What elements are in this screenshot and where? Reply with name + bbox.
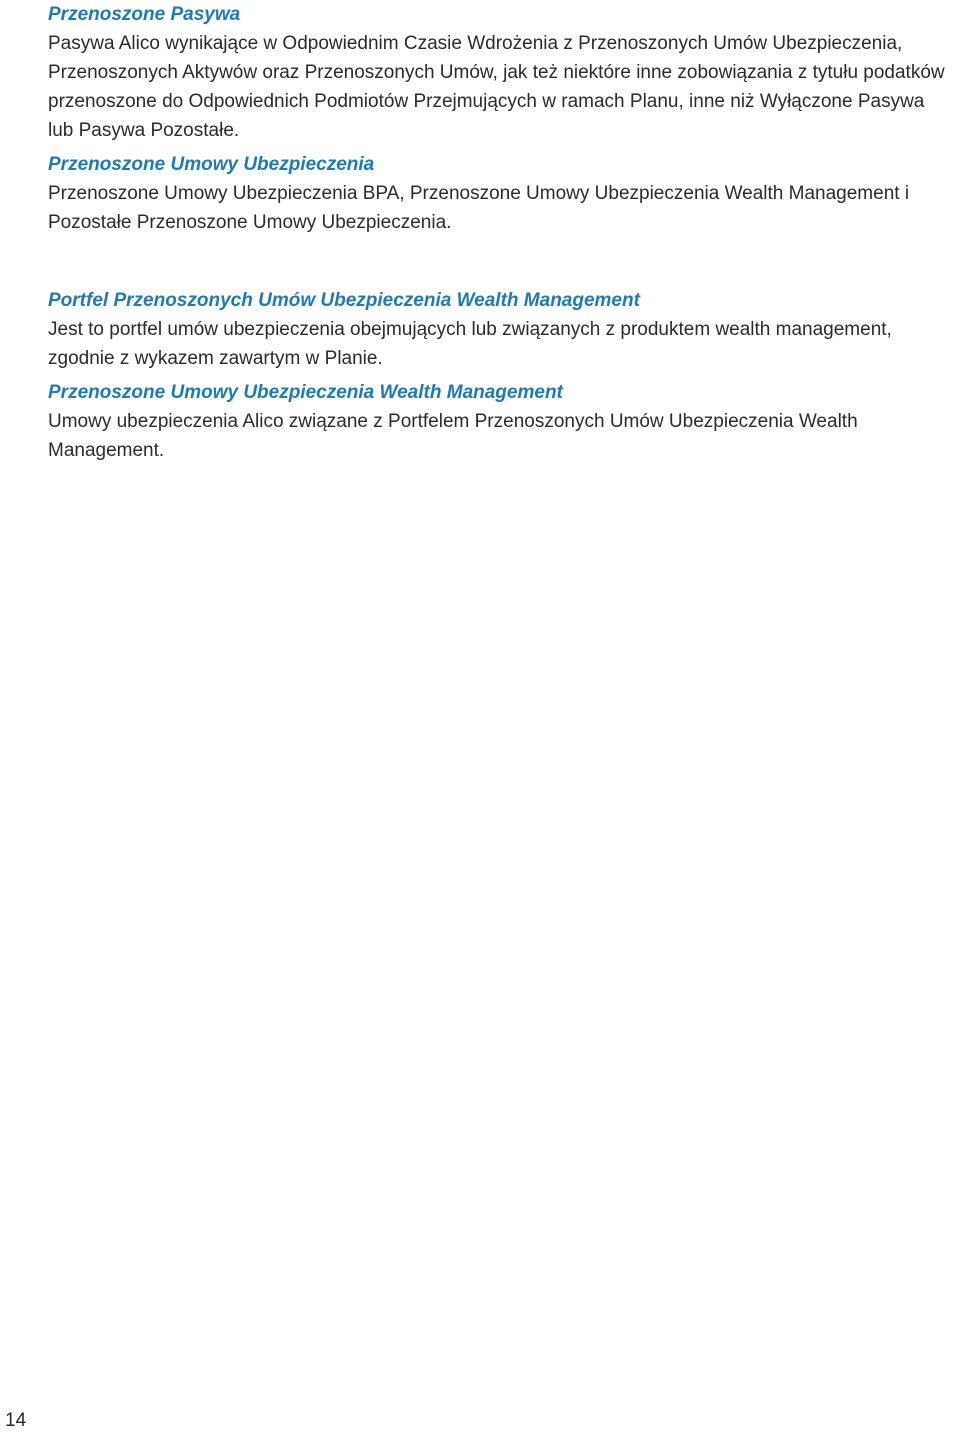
definition-text: Umowy ubezpieczenia Alico związane z Portfelem Przenoszonych Umów Ubezpieczenia Wealth Management. [48, 411, 858, 461]
definition-term: Przenoszone Umowy Ubezpieczenia [48, 154, 375, 175]
definitions-list [48, 0, 953, 470]
definition-term: Przenoszone Pasywa [48, 4, 241, 25]
definition-term: Przenoszone Umowy Ubezpieczenia Wealth Management [48, 382, 563, 403]
definition-entry [48, 150, 953, 237]
definition-term: Portfel Przenoszonych Umów Ubezpieczenia Wealth Management [48, 290, 640, 311]
definition-text: Jest to portfel umów ubezpieczenia obejmujących lub związanych z produktem wealth management, zgodnie z wykazem zawartym w Planie. [48, 319, 892, 369]
definition-text: Pasywa Alico wynikające w Odpowiednim Czasie Wdrożenia z Przenoszonych Umów Ubezpieczenia, Przenoszonych Aktywów oraz Przenoszonych Umów, jak też niektóre inne zobowiązania z tytułu podatków przenoszone do Odpowiednich Podmiotów Przejmujących w ramach Planu, inne niż Wyłączone Pasywa lub Pasywa Pozostałe. [48, 33, 945, 141]
definition-entry [48, 378, 953, 465]
definition-text: Przenoszone Umowy Ubezpieczenia BPA, Przenoszone Umowy Ubezpieczenia Wealth Management i Pozostałe Przenoszone Umowy Ubezpieczenia. [48, 183, 910, 233]
page-number: 14 [5, 1410, 27, 1431]
definition-entry [48, 286, 953, 373]
definition-entry [48, 0, 953, 145]
